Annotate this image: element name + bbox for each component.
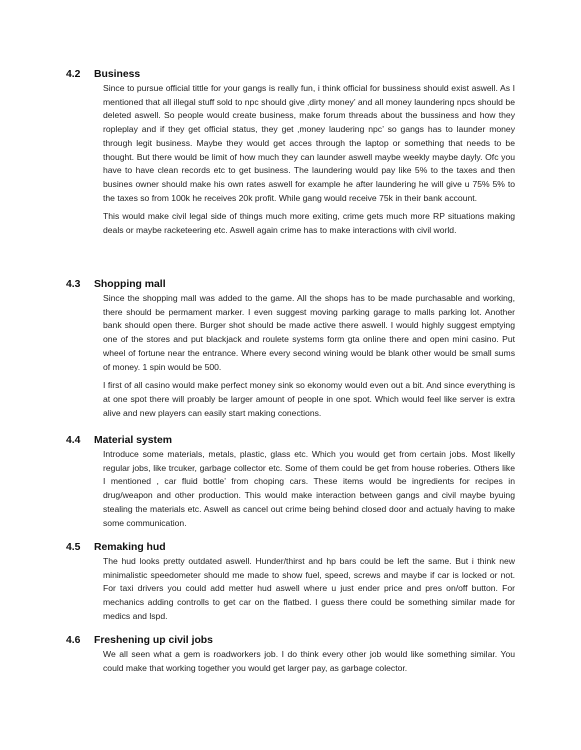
- section-shopping-mall: [66, 278, 516, 420]
- section-title: Material system: [94, 435, 172, 446]
- paragraph: I first of all casino would make perfect money sink so ekonomy would even out a bit. And since everything is at one spot there will proably be larger amount of people in one spot. Which would feel like server is extra alive and new players can easily start making conections.: [103, 380, 515, 418]
- section-body: [103, 448, 515, 530]
- section-number: 4.2: [66, 69, 81, 80]
- paragraph: We all seen what a gem is roadworkers job. I do think every other job would like something similar. You could make that working together you would get larger pay, as garbage colector.: [103, 649, 515, 673]
- section-heading: [66, 434, 516, 448]
- paragraph: Since to pursue official tittle for your gangs is really fun, i think official for bussiness should exist aswell. As I mentioned that all illegal stuff sold to npc should give ‚dirty money’ and all money laundering npcs should be deleted aswell. So people would create business, make forum threads about the bussiness and how they ropleplay and if they get official status, they get ‚money laudering npc’ so gangs has to launder money through legit business. Maybe they would get acces through the laptop or something that needs to be thought. But there would be limit of how much they can launder aswell maybe weekly maybe dayly. Ofc you have to have clean records etc to get business. The laundering would pay like 5% to the taxes and then busines owner should make his own rates aswell for example he after laundering he will give u 75% 5% to the taxes so from 100k he receives 20k profit. While gang would receive 75k in their bank account.: [103, 83, 515, 203]
- section-body: [103, 292, 515, 420]
- section-body: [103, 82, 515, 238]
- section-heading: [66, 278, 516, 292]
- paragraph: Since the shopping mall was added to the game. All the shops has to be made purchasable and working, there should be permament marker. I even suggest moving parking garage to malls parking lot. Another bank should open there. Burger shot should be made active there aswell. I would highly suggest emptying one of the stores and put blackjack and roulete systems form gta online there and open mini casino. Put wheel of fortune near the entrance. Where every second wining would be blank other would be small sums of money. 1 spin would be 500.: [103, 293, 515, 372]
- section-number: 4.6: [66, 635, 81, 646]
- section-body: [103, 648, 515, 675]
- paragraph: Introduce some materials, metals, plastic, glass etc. Which you would get from certain jobs. Most likelly regular jobs, like trcuker, garbage collector etc. Some of them could be get from house roberies. Others like I mentioned , car fluid bottle’ from choping cars. These items would be ingredients for recipes in drug/weapon and other production. This would make interaction between gangs and civil maybe byuing stealing the materials etc. Aswell as cancel out crime being behind closed door and actualy having to make some communication.: [103, 449, 515, 528]
- section-heading: [66, 541, 516, 555]
- paragraph: This would make civil legal side of things much more exiting, crime gets much more RP situations making deals or maybe racketeering etc. Aswell again crime has to make interactions with civil world.: [103, 211, 515, 236]
- paragraph: The hud looks pretty outdated aswell. Hunder/thirst and hp bars could be left the same. But i think new minimalistic speedometer should me made to show fuel, speed, screws and maybe if car is locked or not. For taxi drivers you could add metter hud aswell where u just ender price and pres on/off button. For mechanics adding controlls to get car on the flatbed. I guess there could be something similar made for medics and lspd.: [103, 556, 515, 621]
- section-heading: [66, 634, 516, 648]
- section-title: Remaking hud: [94, 542, 166, 553]
- section-title: Business: [94, 69, 141, 80]
- section-heading: [66, 68, 516, 82]
- section-title: Shopping mall: [94, 279, 166, 290]
- section-title: Freshening up civil jobs: [94, 635, 213, 646]
- section-material-system: [66, 434, 516, 530]
- section-number: 4.5: [66, 542, 81, 553]
- section-civil-jobs: [66, 634, 516, 675]
- section-number: 4.4: [66, 435, 81, 446]
- section-remaking-hud: [66, 541, 516, 624]
- section-number: 4.3: [66, 279, 81, 290]
- section-body: [103, 555, 515, 624]
- section-business: [66, 68, 516, 238]
